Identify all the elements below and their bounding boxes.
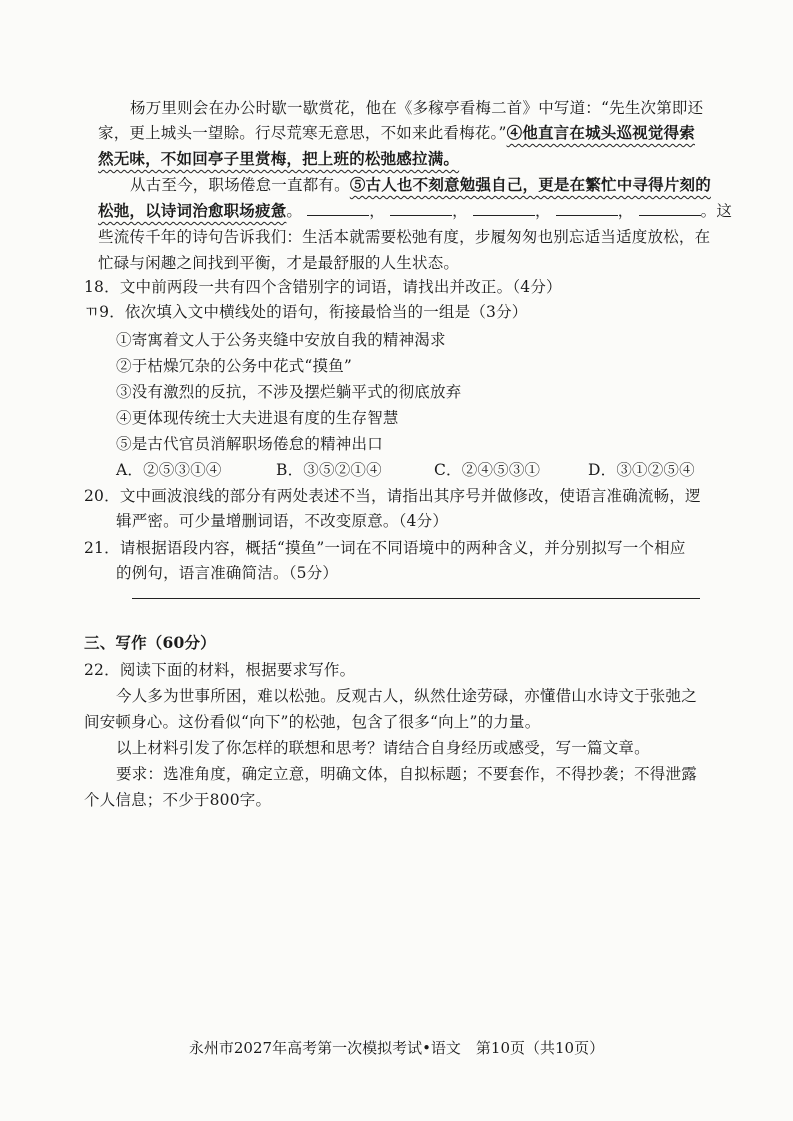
- passage-text: 家，更上城头一望賒。行尽荒寒无意思，不如来此看梅花。”: [98, 124, 507, 142]
- passage-line: [98, 226, 711, 248]
- passage-text: 杨万里则会在办公时歇一歇赏花，他在《多稼亭看梅二首》中写道：“先生次第即还: [130, 99, 704, 117]
- statement-item-1: [116, 329, 720, 351]
- question-text: ㄲ9．依次填入文中横线处的语句，衔接最恰当的一组是（3分）: [84, 303, 528, 321]
- option-b[interactable]: B．③⑤②①④: [276, 461, 382, 479]
- wavy-underlined-sentence-4: 然无味，不如回亭子里赏梅，把上班的松弛感拉满。: [98, 149, 460, 168]
- material-line: [84, 711, 688, 733]
- material-text: 间安顿身心。这份看似“向下”的松弛，包含了很多“向上”的力量。: [84, 713, 541, 731]
- statement-text: ④更体现传统士大夫进退有度的生存智慧: [116, 409, 399, 427]
- fill-blank-4[interactable]: [556, 201, 618, 216]
- requirement-text: 个人信息；不少于800字。: [84, 791, 272, 809]
- passage-text: 从古至今，职场倦怠一直都有。: [130, 176, 350, 194]
- material-text: 以上材料引发了你怎样的联想和思考？请结合自身经历或感受，写一篇文章。: [116, 739, 650, 757]
- option-a[interactable]: A．②⑤③①④: [116, 461, 222, 479]
- question-19: [84, 301, 688, 323]
- punctuation: ，: [452, 202, 468, 220]
- material-line: [116, 685, 697, 707]
- fill-blank-5[interactable]: [639, 201, 701, 216]
- fill-blank-2[interactable]: [390, 201, 452, 216]
- material-text: 今人多为世事所困，难以松弛。反观古人，纵然仕途劳碌，亦懂借山水诗文于张弛之: [116, 687, 697, 705]
- question-18: [84, 276, 688, 298]
- question-text: 20．文中画波浪线的部分有两处表述不当，请指出其序号并做修改，使语言准确流畅，逻: [84, 487, 701, 505]
- passage-line: [130, 97, 702, 119]
- punctuation: 。这: [700, 202, 733, 220]
- statement-item-3: [116, 381, 720, 403]
- question-text: 22．阅读下面的材料，根据要求写作。: [84, 661, 356, 679]
- fill-blank-1[interactable]: [307, 201, 369, 216]
- punctuation: ，: [617, 202, 634, 220]
- requirement-text: 要求：选准角度，确定立意，明确文体，自拟标题；不要套作，不得抄袭；不得泄露: [116, 765, 697, 783]
- statement-item-5: [116, 433, 720, 455]
- question-text: 18．文中前两段一共有四个含错别字的词语，请找出并改正。（4分）: [84, 278, 562, 296]
- answer-line[interactable]: [132, 598, 700, 599]
- option-d[interactable]: D．③①②⑤④: [588, 461, 695, 479]
- answer-options: [116, 459, 720, 481]
- punctuation: ，: [369, 202, 385, 220]
- wavy-underlined-sentence-4: ④他直言在城头巡视觉得索: [506, 123, 695, 142]
- passage-text: 忙碌与闲趣之间找到平衡，才是最舒服的人生状态。: [98, 254, 460, 272]
- question-20: [84, 485, 701, 507]
- option-c[interactable]: C．②④⑤③①: [434, 461, 541, 479]
- statement-item-2: [116, 355, 720, 377]
- question-21: [84, 537, 688, 559]
- page-footer: [0, 1037, 793, 1058]
- fill-blank-3[interactable]: [473, 201, 535, 216]
- passage-line: [98, 122, 702, 144]
- footer-text: 永州市2027年高考第一次模拟考试•语文 第10页（共10页）: [188, 1039, 605, 1057]
- statement-text: ②于枯燥冗杂的公务中花式“摸鱼”: [116, 357, 353, 375]
- statement-text: ③没有激烈的反抗，不涉及摆烂躺平式的彻底放弃: [116, 383, 462, 401]
- statement-text: ⑤是古代官员消解职场倦怠的精神出口: [116, 435, 383, 453]
- passage-line: [98, 148, 702, 170]
- question-text: 辑严密。可少量增删词语，不改变原意。（4分）: [116, 512, 449, 530]
- requirement-line: [116, 763, 720, 785]
- section-title: [84, 632, 688, 654]
- question-21-cont: [116, 562, 720, 584]
- question-text: 21．请根据语段内容，概括“摸鱼”一词在不同语境中的两种含义，并分别拟写一个相应: [84, 539, 686, 557]
- material-line: [116, 737, 720, 759]
- wavy-underlined-sentence-5: ⑤古人也不刻意勉强自己，更是在繁忙中寻得片刻的: [349, 175, 711, 194]
- question-20-cont: [116, 510, 720, 532]
- punctuation: ，: [534, 202, 551, 220]
- section-title-text: 三、写作（60分）: [84, 633, 216, 652]
- wavy-underlined-sentence-5: 松弛，以诗词治愈职场疲惫: [98, 201, 287, 220]
- passage-line: [98, 252, 702, 274]
- passage-text: 些流传千年的诗句告诉我们：生活本就需要松弛有度，步履匆匆也别忘适当适度放松，在: [98, 228, 711, 246]
- punctuation: 。: [286, 202, 303, 220]
- passage-line: [98, 200, 733, 222]
- requirement-line: [84, 789, 688, 811]
- passage-line: [130, 174, 711, 196]
- question-22: [84, 659, 688, 681]
- statement-text: ①寄寓着文人于公务夹缝中安放自我的精神渴求: [116, 331, 446, 349]
- statement-item-4: [116, 407, 720, 429]
- question-text: 的例句，语言准确简洁。（5分）: [116, 564, 339, 582]
